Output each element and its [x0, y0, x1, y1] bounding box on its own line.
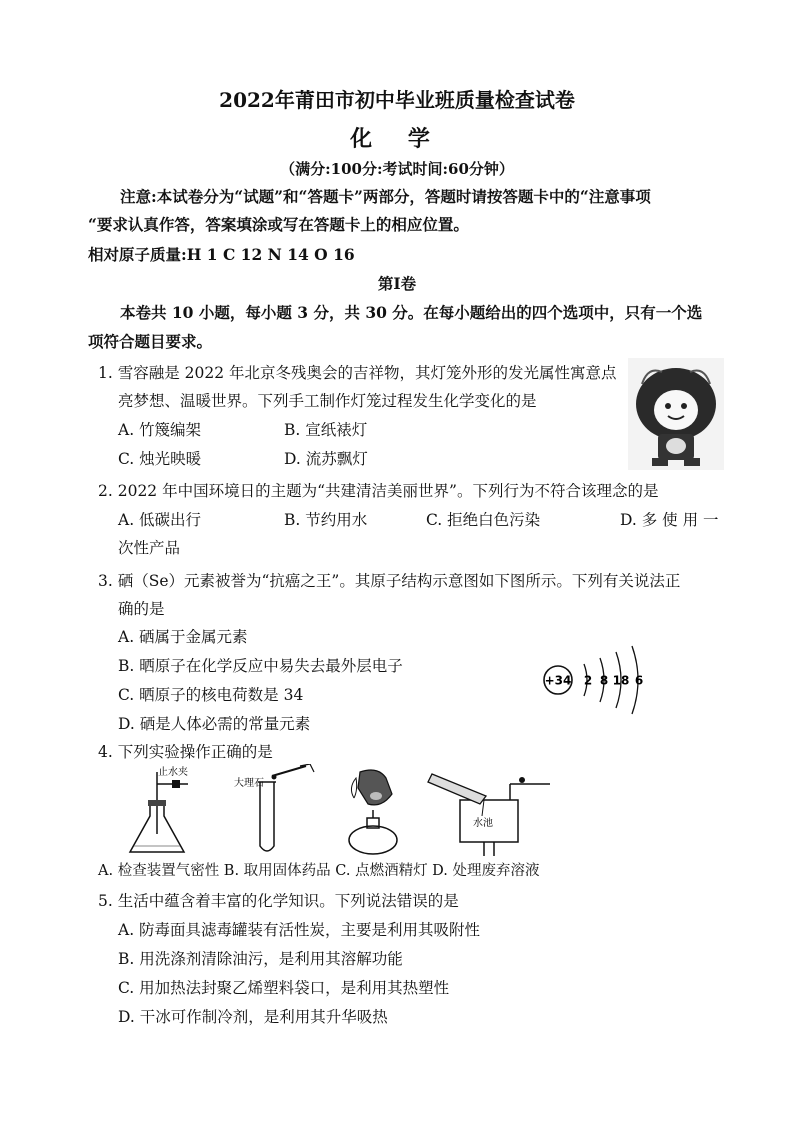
q1-option-b: B. 宣纸裱灯 — [284, 421, 368, 439]
q5-option-c: C. 用加热法封聚乙烯塑料袋口，是利用其热塑性 — [118, 979, 450, 997]
shell-electrons-4: 6 — [634, 673, 644, 688]
flask-apparatus-figure — [130, 765, 188, 852]
alcohol-lamp-figure — [349, 770, 397, 854]
q3-option-d: D. 硒是人体必需的常量元素 — [118, 715, 311, 733]
notice-line-2: “要求认真作答，答案填涂或写在答题卡上的相应位置。 — [88, 215, 469, 234]
shell-electrons-3: 18 — [612, 673, 630, 688]
q3-option-a: A. 硒属于金属元素 — [118, 628, 248, 646]
q2-option-b: B. 节约用水 — [284, 511, 368, 529]
section-instruction-2: 项符合题目要求。 — [88, 332, 213, 351]
exam-title: 2022年莆田市初中毕业班质量检查试卷 — [219, 88, 575, 112]
score-time: （满分:100分:考试时间:60分钟） — [280, 160, 514, 178]
mascot-lantern-image — [628, 358, 724, 470]
label-water-clamp: 止水夹 — [158, 767, 188, 778]
pour-to-sink-figure — [428, 774, 550, 856]
notice-line-1: 注意:本试卷分为“试题”和“答题卡”两部分，答题时请按答题卡中的“注意事项 — [120, 187, 651, 206]
q5-option-d: D. 干冰可作制冷剂，是利用其升华吸热 — [118, 1008, 388, 1026]
q4-stem: 4. 下列实验操作正确的是 — [98, 743, 273, 761]
q5-stem: 5. 生活中蕴含着丰富的化学知识。下列说法错误的是 — [98, 892, 459, 910]
q1-stem-2: 亮梦想、温暖世界。下列手工制作灯笼过程发生化学变化的是 — [118, 392, 537, 410]
q4-experiment-figures — [110, 764, 570, 860]
q1-option-a: A. 竹篾编架 — [118, 421, 202, 439]
q3-option-b: B. 晒原子在化学反应中易失去最外层电子 — [118, 657, 403, 675]
q2-option-d: D. 多 使 用 一 — [620, 511, 719, 529]
q5-option-a: A. 防毒面具滤毒罐装有活性炭，主要是利用其吸附性 — [118, 921, 481, 939]
q1-option-d: D. 流苏飘灯 — [284, 450, 368, 468]
label-sink: 水池 — [473, 818, 493, 829]
label-marble: 大理石 — [234, 778, 264, 789]
shell-electrons-1: 2 — [583, 673, 593, 688]
selenium-atom-diagram — [540, 644, 650, 716]
subject-title: 化 学 — [350, 126, 444, 152]
nucleus-charge: +34 — [544, 673, 572, 688]
q3-stem-1: 3. 硒（Se）元素被誉为“抗癌之王”。其原子结构示意图如下图所示。下列有关说法正 — [98, 572, 681, 590]
q2-option-c: C. 拒绝白色污染 — [426, 511, 541, 529]
q4-options: A. 检查装置气密性 B. 取用固体药品 C. 点燃酒精灯 D. 处理废弃溶液 — [98, 863, 540, 879]
atomic-mass: 相对原子质量:H 1 C 12 N 14 O 16 — [88, 245, 355, 264]
q2-stem: 2. 2022 年中国环境日的主题为“共建清洁美丽世界”。下列行为不符合该理念的是 — [98, 482, 659, 500]
section-title: 第I卷 — [377, 274, 417, 293]
q2-option-a: A. 低碳出行 — [118, 511, 202, 529]
shell-electrons-2: 8 — [599, 673, 609, 688]
q5-option-b: B. 用洗涤剂清除油污，是利用其溶解功能 — [118, 950, 403, 968]
q3-option-c: C. 晒原子的核电荷数是 34 — [118, 686, 304, 704]
q1-stem-1: 1. 雪容融是 2022 年北京冬残奥会的吉祥物，其灯笼外形的发光属性寓意点 — [98, 364, 617, 382]
section-instruction-1: 本卷共 10 小题，每小题 3 分，共 30 分。在每小题给出的四个选项中，只有一个选 — [120, 303, 703, 322]
q1-option-c: C. 烛光映暖 — [118, 450, 202, 468]
q2-option-d-continued: 次性产品 — [118, 539, 181, 557]
q3-stem-2: 确的是 — [118, 600, 165, 618]
test-tube-marble-figure — [234, 764, 314, 851]
